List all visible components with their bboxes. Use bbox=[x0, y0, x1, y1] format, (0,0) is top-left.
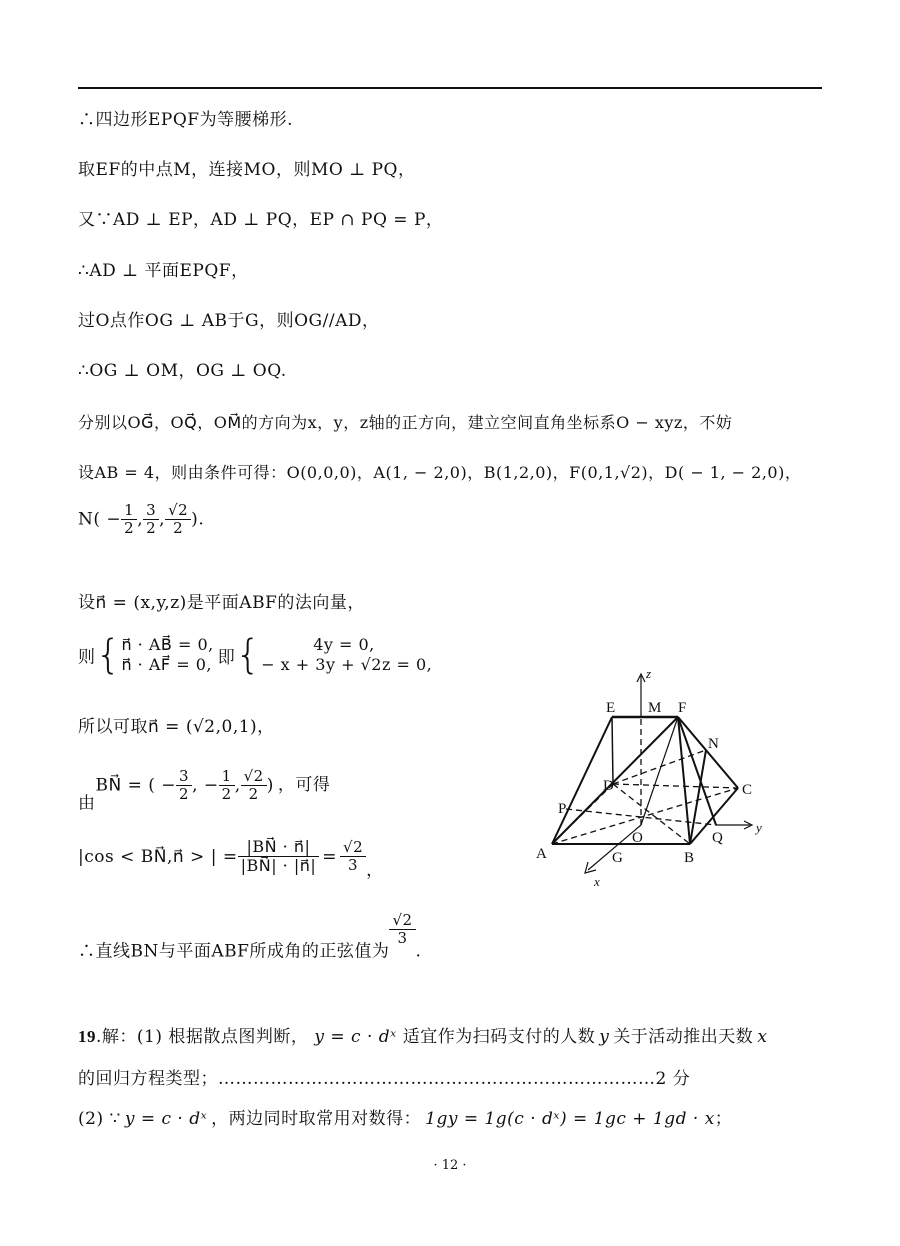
header-rule bbox=[78, 87, 822, 89]
fraction: $\frac{3}{2}$ bbox=[143, 502, 159, 538]
text-line-10: 设n⃗ = (x,y,z)是平面ABF的法向量， bbox=[78, 593, 365, 613]
edge-fn bbox=[678, 717, 706, 750]
text-line-12: 所以可取n⃗ = (√2,0,1)， bbox=[78, 717, 275, 737]
edge-ed bbox=[612, 717, 613, 784]
edge-dn-hidden bbox=[613, 750, 706, 784]
point-n-coordinates: N( − $\frac{1}{2}$ , $\frac{3}{2}$ , $\frac{√2}{2}$ ). bbox=[78, 501, 205, 538]
cosine-formula: |cos < BN⃗,n⃗ > | = $\frac{|BN⃗ \cdot n⃗|}{|BN⃗| \cdot |n⃗|}$ = $\frac{√2}{3}$ ， bbox=[78, 837, 384, 881]
fraction: $\frac{√2}{3}$ bbox=[340, 839, 366, 875]
fraction: $\frac{√2}{2}$ bbox=[165, 502, 191, 538]
fraction: $\frac{1}{2}$ bbox=[219, 768, 235, 804]
text-line-4: ∴AD ⊥ 平面EPQF， bbox=[78, 261, 249, 281]
label-f: F bbox=[678, 700, 687, 716]
label-y: y bbox=[756, 820, 762, 835]
geometry-figure bbox=[528, 662, 768, 892]
label-z: z bbox=[646, 666, 652, 681]
text-line-1: ∴四边形EPQF为等腰梯形. bbox=[78, 110, 293, 130]
fraction: $\frac{3}{2}$ bbox=[176, 768, 192, 804]
edge-of bbox=[641, 717, 678, 825]
conclusion-line: ∴直线BN与平面ABF所成角的正弦值为 $\frac{√2}{3}$ . bbox=[78, 911, 422, 962]
text-line-2: 取EF的中点M，连接MO，则MO ⊥ PQ， bbox=[78, 160, 416, 180]
fraction: $\frac{√2}{2}$ bbox=[241, 768, 267, 804]
label-p: P bbox=[558, 801, 567, 817]
fraction: $\frac{|BN⃗ \cdot n⃗|}{|BN⃗| \cdot |n⃗|}$ bbox=[238, 838, 320, 876]
label-g: G bbox=[612, 850, 623, 866]
label-d: D bbox=[603, 778, 614, 794]
label-q: Q bbox=[712, 830, 723, 846]
edge-dc-hidden bbox=[613, 784, 738, 788]
question-19-line-2: 的回归方程类型；…………………………………………………………………2 分 bbox=[78, 1069, 691, 1089]
vector-bn: 由BN⃗ = ( − $\frac{3}{2}$ , − $\frac{1}{2}$ , $\frac{√2}{2}$ ) ，可得 bbox=[78, 767, 331, 814]
equation-system: 则{ n⃗ · AB⃗ = 0, n⃗ · AF⃗ = 0, 即{ 4y = 0, − x + 3y + √2z = 0, bbox=[78, 632, 433, 678]
text-line-3: 又∵AD ⊥ EP，AD ⊥ PQ，EP ∩ PQ = P， bbox=[78, 210, 444, 230]
label-c: C bbox=[742, 782, 753, 798]
label-x: x bbox=[594, 874, 600, 889]
edge-nb bbox=[690, 750, 706, 844]
page-number: · 12 · bbox=[433, 1158, 467, 1173]
question-19-line-1: 19.解：(1) 根据散点图判断， y = c · dˣ 适宜作为扫码支付的人数 y 关于活动推出天数 x bbox=[78, 1027, 768, 1047]
fraction: $\frac{1}{2}$ bbox=[121, 502, 137, 538]
label-n: N bbox=[708, 736, 719, 752]
text-line-5: 过O点作OG ⊥ AB于G，则OG//AD， bbox=[78, 311, 380, 331]
fraction: $\frac{√2}{3}$ bbox=[389, 912, 415, 948]
label-o: O bbox=[632, 830, 643, 846]
text-line-8: 设AB = 4，则由条件可得：O(0,0,0)，A(1, − 2,0)，B(1,2,0)，F(0,1,√2)，D( − 1, − 2,0)， bbox=[78, 463, 802, 482]
label-b: B bbox=[684, 850, 695, 866]
label-e: E bbox=[606, 700, 616, 716]
text-line-7: 分别以OG⃗，OQ⃗，OM⃗的方向为x，y，z轴的正方向，建立空间直角坐标系O − xyz，不妨 bbox=[78, 413, 733, 432]
label-m: M bbox=[648, 700, 662, 716]
label-a: A bbox=[536, 846, 547, 862]
question-19-line-3: (2) ∵ y = c · dˣ ，两边同时取常用对数得： 1gy = 1g(c · dˣ) = 1gc + 1gd · x； bbox=[78, 1109, 733, 1129]
text-line-6: ∴OG ⊥ OM，OG ⊥ OQ. bbox=[78, 361, 287, 381]
